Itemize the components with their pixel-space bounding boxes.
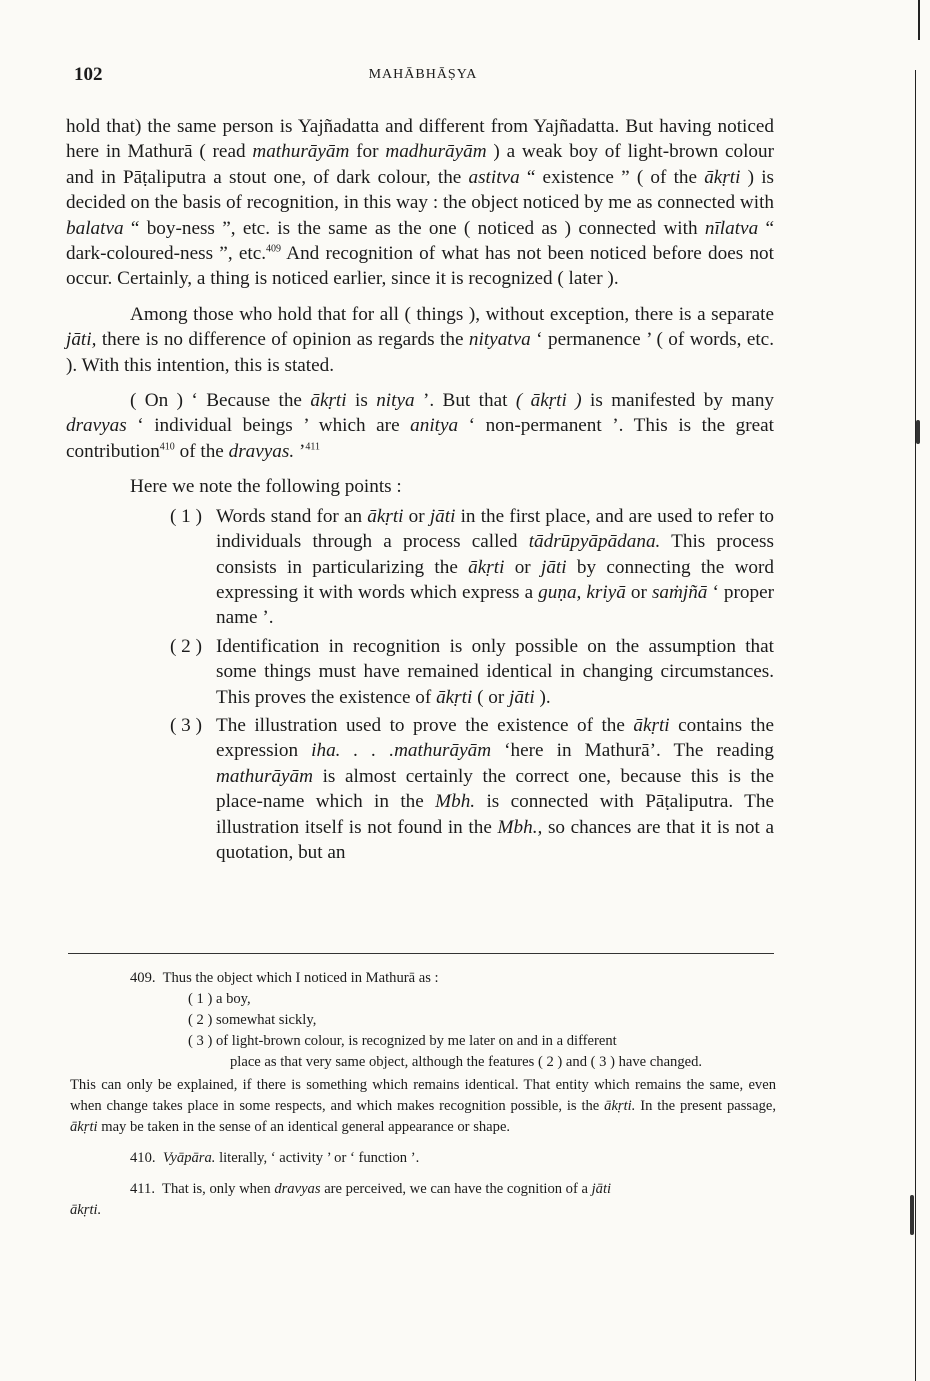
italic-term: dravyas — [66, 415, 127, 437]
italic-term: jāti — [509, 686, 535, 708]
text: there is no difference of opinion as regards the — [96, 329, 469, 351]
italic-term: saṁjñā — [651, 581, 708, 603]
italic-term: jāti, — [66, 329, 97, 351]
footnote-label: 410. — [130, 1150, 156, 1166]
italic-term: jāti — [591, 1181, 612, 1197]
text: “ boy-ness ”, etc. is the same as the one ( noticed as ) connected with — [123, 217, 705, 239]
text: ( or — [472, 686, 510, 708]
italic-term: ākṛti — [704, 166, 741, 188]
italic-term: balatva — [66, 217, 124, 239]
footnote-ref-410[interactable]: 410 — [159, 441, 175, 453]
footnote-411-cont — [70, 1200, 776, 1221]
text: is manifested by many — [581, 390, 775, 412]
text: ’. But that — [414, 390, 516, 412]
italic-term: anitya — [410, 415, 459, 437]
italic-term: guṇa, kriyā — [538, 581, 626, 603]
paragraph-3 — [66, 388, 774, 464]
text: ) is decided on the basis of recognition, in this way : the object noticed by me as connected with — [66, 166, 775, 214]
text: This can only be explained, if there is something which remains identical. That entity which remains the same, even when change takes place in some respects, and which makes recognition possible, is the — [70, 1077, 776, 1114]
running-title: MAHĀBHĀṢYA — [368, 67, 478, 82]
italic-term: ākṛti — [310, 390, 347, 412]
text: This process consists in particularizing the — [216, 531, 774, 578]
text: “ dark-coloured-ness ”, etc. — [66, 217, 774, 265]
scan-edge-line — [915, 70, 916, 1381]
text: contains the expression — [216, 714, 774, 762]
list-item — [170, 504, 774, 631]
text: in the first place, and are used to refer to individuals through a process called — [216, 505, 774, 553]
footnote-410 — [70, 1148, 776, 1169]
text: ‘ individual beings ’ which are — [126, 415, 411, 437]
list-text — [216, 634, 774, 710]
text: may be taken in the sense of an identical general appearance or shape. — [97, 1119, 511, 1135]
italic-term: ākṛti. — [604, 1098, 636, 1114]
footnote-divider — [68, 953, 774, 954]
italic-term: nitya — [376, 390, 415, 412]
italic-term: madhurāyām — [385, 141, 487, 163]
page-header — [70, 64, 776, 88]
text: Thus the object which I noticed in Mathurā as : — [162, 970, 439, 986]
points-list — [66, 504, 774, 866]
italic-term: mathurāyām — [252, 141, 350, 163]
list-number: ( 2 ) — [170, 635, 202, 657]
list-item — [170, 634, 774, 710]
list-intro: Here we note the following points : — [130, 476, 402, 498]
italic-term: ākṛti — [633, 714, 670, 736]
italic-term: ākṛti — [70, 1119, 98, 1135]
list-number: ( 1 ) — [170, 505, 202, 527]
text: ’ — [294, 440, 306, 462]
footnotes — [70, 968, 776, 1221]
text: The illustration used to prove the existence of the — [216, 714, 634, 736]
text: is — [346, 390, 377, 412]
italic-term: astitva — [468, 166, 520, 188]
footnote-subitem: ( 3 ) of light-brown colour, is recognized by me later on and in a different — [188, 1033, 617, 1049]
text: ‘here in Mathurā’. The reading — [491, 740, 774, 762]
text: ‘ proper name ’. — [216, 581, 774, 629]
footnote-label: 411. — [130, 1181, 155, 1197]
text: is almost certainly the correct one, because this is the place-name which in the — [216, 765, 774, 813]
text: ( On ) ‘ Because the — [130, 390, 311, 412]
footnote-label: 409. — [130, 970, 156, 986]
footnote-411 — [70, 1179, 776, 1200]
text: Among those who hold that for all ( things ), without exception, there is a separate — [130, 303, 774, 325]
text: “ existence ” ( of the — [519, 166, 705, 188]
text: for — [349, 141, 386, 163]
text: ‘ non-permanent ’. This is the great contribution — [66, 415, 774, 462]
italic-term: ākṛti — [367, 505, 404, 527]
text: ‘ permanence ’ ( of words, etc. ). With this intention, this is stated. — [66, 329, 774, 376]
italic-term: nityatva — [468, 329, 531, 351]
text: or — [625, 581, 652, 603]
italic-term: ākṛti — [436, 686, 473, 708]
list-text — [216, 713, 774, 865]
text: Identification in recognition is only possible on the assumption that some things must have remained identical in changing circumstances. This proves the existence of — [216, 635, 774, 708]
text: or — [504, 556, 541, 578]
italic-term: tādrūpyāpādana. — [528, 531, 661, 553]
footnote-409 — [70, 968, 776, 989]
italic-term: mathurāyām — [216, 765, 313, 787]
text: And recognition of what has not been noticed before does not occur. Certainly, a thing is noticed earlier, since it is recognized ( later ). — [66, 243, 774, 290]
footnote-ref-411[interactable]: 411 — [305, 441, 320, 453]
text: so chances are that it is not a quotation, but an — [216, 816, 774, 863]
list-number: ( 3 ) — [170, 714, 202, 736]
italic-term: ( ākṛti ) — [515, 390, 582, 412]
list-item — [170, 713, 774, 865]
text: hold that) the same person is Yajñadatta and different from Yajñadatta. But having noticed here in Mathurā ( read — [66, 116, 774, 163]
italic-term: nīlatva — [704, 217, 759, 239]
text: In the present passage, — [635, 1098, 776, 1114]
italic-term: ākṛti — [468, 556, 505, 578]
body-text — [66, 114, 774, 865]
italic-term: Vyāpāra. — [162, 1150, 216, 1166]
italic-term: dravyas. — [228, 440, 295, 462]
footnote-409-text — [70, 1075, 776, 1138]
text: are perceived, we can have the cognition of a — [320, 1181, 592, 1197]
text: literally, ‘ activity ’ or ‘ function ’. — [215, 1150, 420, 1166]
paragraph-2 — [66, 302, 774, 378]
italic-term: jāti — [429, 505, 456, 527]
text: ) a weak boy of light-brown colour and in Pāṭaliputra a stout one, of dark colour, the — [66, 141, 774, 188]
italic-term: iha. . . .mathurāyām — [311, 740, 492, 762]
text: by connecting the word expressing it with words which express a — [216, 556, 774, 603]
list-text — [216, 504, 774, 631]
footnote-subitem: ( 2 ) somewhat sickly, — [188, 1012, 317, 1028]
italic-term: dravyas — [274, 1181, 321, 1197]
text: of the — [174, 440, 229, 462]
footnote-ref-409[interactable]: 409 — [266, 243, 282, 255]
scan-edge-line — [918, 0, 920, 40]
italic-term: ākṛti. — [70, 1202, 102, 1218]
italic-term: jāti — [541, 556, 567, 578]
italic-term: Mbh., — [497, 816, 543, 838]
footnote-subitem: ( 1 ) a boy, — [188, 991, 251, 1007]
scan-mark — [916, 420, 920, 444]
text: That is, only when — [162, 1181, 275, 1197]
paragraph-1 — [66, 114, 774, 292]
italic-term: Mbh. — [435, 791, 476, 813]
scan-mark — [910, 1195, 914, 1235]
page-number: 102 — [74, 64, 103, 85]
text: Words stand for an — [216, 505, 368, 527]
text: is connected with Pāṭaliputra. The illustration itself is not found in the — [216, 791, 774, 838]
text: or — [403, 505, 430, 527]
text: ). — [534, 686, 551, 708]
footnote-subitem-cont: place as that very same object, although the features ( 2 ) and ( 3 ) have changed. — [230, 1054, 703, 1070]
